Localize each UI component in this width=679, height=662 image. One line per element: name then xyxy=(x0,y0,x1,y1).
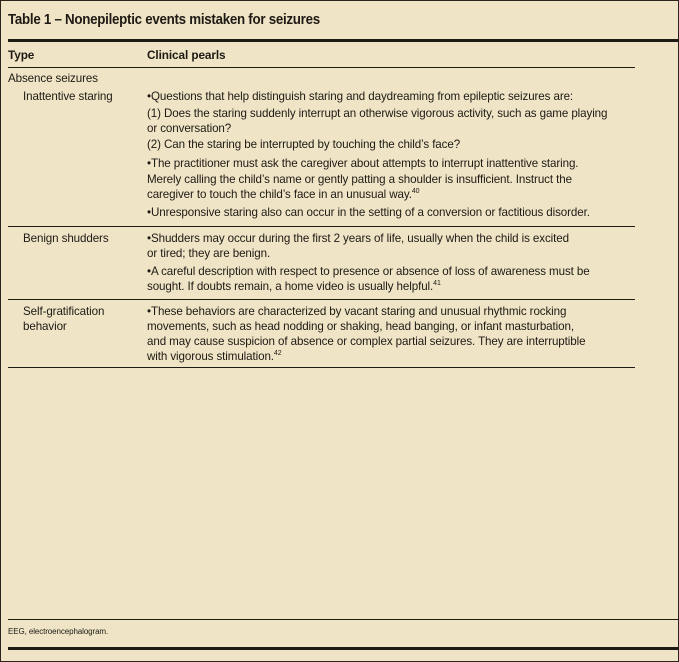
pearl-line xyxy=(147,349,282,365)
pearl-text: caregiver to touch the child’s face in an unusual way. xyxy=(147,188,412,201)
pearl-line: •Unresponsive staring also can occur in the setting of a conversion or factitious disorder. xyxy=(147,206,590,219)
pearl-line: or conversation? xyxy=(147,122,232,135)
footnote: EEG, electroencephalogram. xyxy=(8,627,109,636)
table-title: Table 1 – Nonepileptic events mistaken for seizures xyxy=(8,12,320,28)
title-rule xyxy=(8,39,679,42)
pearl-line: (2) Can the staring be interrupted by touching the child’s face? xyxy=(147,138,461,151)
pearl-line: (1) Does the staring suddenly interrupt an otherwise vigorous activity, such as game playing xyxy=(147,107,608,120)
pearl-line: or tired; they are benign. xyxy=(147,247,271,260)
pearl-line: Merely calling the child’s name or gently patting a shoulder is insufficient. Instruct the xyxy=(147,173,572,186)
row-divider xyxy=(8,367,635,368)
header-clinical-pearls: Clinical pearls xyxy=(147,48,226,62)
pearl-line: •The practitioner must ask the caregiver about attempts to interrupt inattentive staring. xyxy=(147,157,579,170)
pearl-line xyxy=(147,187,419,203)
row-type: Self-gratification xyxy=(23,305,105,318)
pearl-line: movements, such as head nodding or shaking, head banging, or infant masturbation, xyxy=(147,320,574,333)
pearl-line: •Shudders may occur during the first 2 years of life, usually when the child is excited xyxy=(147,232,569,245)
pearl-line: •These behaviors are characterized by vacant staring and unusual rhythmic rocking xyxy=(147,305,567,318)
bottom-rule xyxy=(8,647,679,650)
row-type: Inattentive staring xyxy=(23,90,113,103)
group-label: Absence seizures xyxy=(8,72,98,85)
row-type: behavior xyxy=(23,320,67,333)
pearl-line: •Questions that help distinguish staring and daydreaming from epileptic seizures are: xyxy=(147,90,574,103)
pearl-line: and may cause suspicion of absence or complex partial seizures. They are interruptible xyxy=(147,335,586,348)
header-type: Type xyxy=(8,48,35,62)
reference-number: 41 xyxy=(433,280,441,287)
row-divider xyxy=(8,226,635,227)
reference-number: 42 xyxy=(273,350,282,357)
footnote-rule xyxy=(8,619,679,620)
pearl-text: with vigorous stimulation. xyxy=(147,350,274,363)
row-divider xyxy=(8,299,635,300)
row-type: Benign shudders xyxy=(23,232,109,245)
reference-number: 40 xyxy=(411,188,420,195)
pearl-text: sought. If doubts remain, a home video is usually helpful. xyxy=(147,280,434,293)
pearl-line xyxy=(147,279,441,295)
pearl-line: •A careful description with respect to presence or absence of loss of awareness must be xyxy=(147,265,590,278)
header-rule xyxy=(8,67,635,68)
